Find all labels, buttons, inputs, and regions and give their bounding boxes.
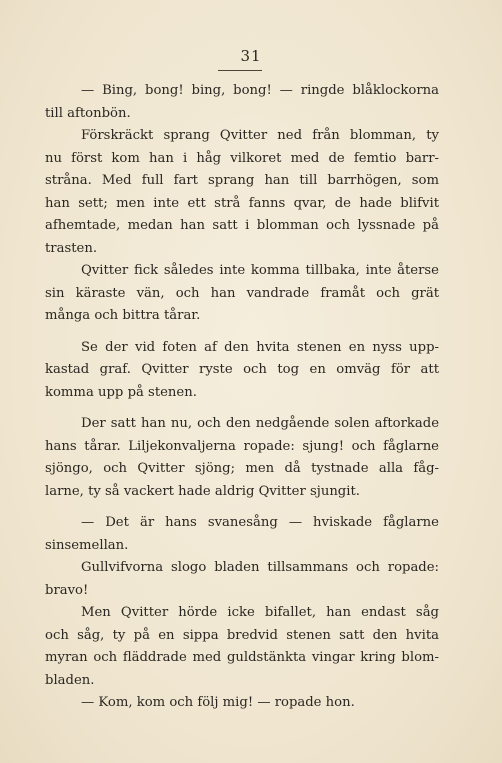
paragraph-gap [45, 503, 439, 512]
text-line: sinsemellan. [45, 537, 129, 553]
text-line: afhemtade, medan han satt i blomman och lyssnade på [45, 218, 439, 233]
text-line: — Bing, bong! bing, bong! — ringde blåklockorna [81, 83, 439, 98]
text-line: till aftonbön. [45, 105, 131, 121]
paragraph [45, 557, 439, 602]
paragraph [45, 125, 439, 260]
text-line: — Kom, kom och följ mig! — ropade hon. [81, 695, 355, 710]
text-line: han sett; men inte ett strå fanns qvar, de hade blifvit [45, 195, 439, 211]
text-line: trasten. [45, 240, 98, 256]
text-line: larne, ty så vackert hade aldrig Qvitter sjungit. [45, 483, 360, 499]
text-line: och såg, ty på en sippa bredvid stenen satt den hvita [45, 627, 439, 643]
page-number: 31 [240, 47, 262, 65]
text-line: sjöngo, och Qvitter sjöng; men då tystnade alla fåg- [45, 461, 439, 476]
text-line: — Det är hans svanesång — hviskade fåglarne [81, 515, 439, 530]
text-line: Der satt han nu, och den nedgående solen aftorkade [81, 416, 439, 431]
paragraph-gap [45, 328, 439, 337]
text-line: Se der vid foten af den hvita stenen en nyss upp- [81, 339, 439, 355]
body-text [45, 80, 439, 715]
paragraph [45, 260, 439, 328]
text-line: Gullvifvorna slogo bladen tillsammans och ropade: [81, 560, 439, 575]
text-line: Qvitter fick således inte komma tillbaka, inte återse [81, 263, 439, 278]
page-number-rule [218, 70, 262, 71]
paragraph-gap [45, 404, 439, 413]
paragraph [45, 692, 439, 715]
text-line: sin käraste vän, och han vandrade framåt och grät [45, 285, 439, 301]
text-line: bladen. [45, 672, 95, 688]
paragraph [45, 80, 439, 125]
text-line: många och bittra tårar. [45, 308, 201, 323]
text-line: hans tårar. Liljekonvaljerna ropade: sjung! och fåglarne [45, 438, 439, 454]
text-line: kastad graf. Qvitter ryste och tog en omväg för att [45, 362, 439, 377]
paragraph [45, 602, 439, 692]
text-line: Förskräckt sprang Qvitter ned från blomman, ty [81, 128, 439, 143]
text-line: bravo! [45, 582, 89, 598]
text-line: stråna. Med full fart sprang han till barrhögen, som [45, 173, 439, 188]
text-line: komma upp på stenen. [45, 384, 197, 400]
paragraph [45, 512, 439, 557]
paragraph [45, 413, 439, 503]
paragraph [45, 337, 439, 405]
text-line: Men Qvitter hörde icke bifallet, han endast såg [81, 605, 439, 620]
text-line: nu först kom han i håg vilkoret med de femtio barr- [45, 150, 439, 166]
text-line: myran och fläddrade med guldstänkta vingar kring blom- [45, 650, 439, 665]
